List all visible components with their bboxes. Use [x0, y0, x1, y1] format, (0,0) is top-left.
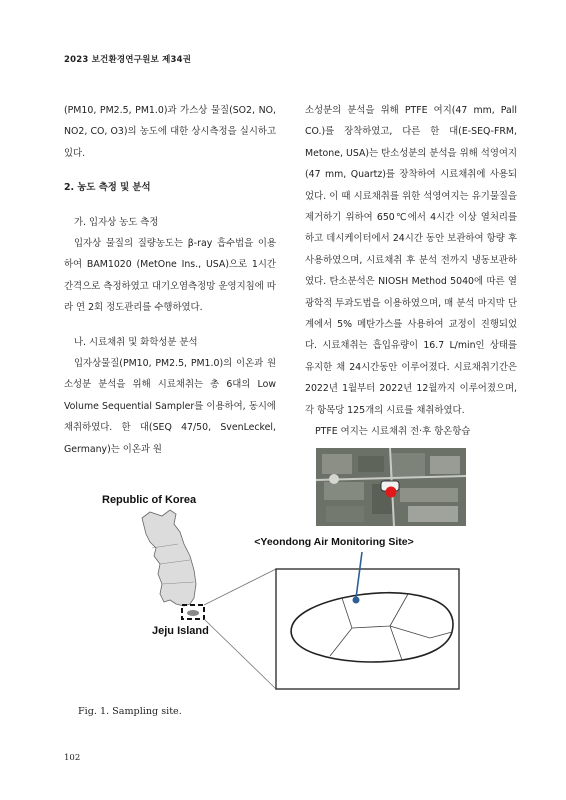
subsection-b-text: 입자상물질(PM10, PM2.5, PM1.0)의 이온과 원소성분 분석을 위해 시료채취는 총 6대의 Low Volume Sequential Sampler를 이용하여, 동시에 채취하였다. 한 대(SEQ 47/50, SvenLeckel, Germany)는 이온과 원 [64, 358, 276, 455]
subsection-a-title: 가. 입자상 농도 측정 [74, 216, 159, 228]
right-column [305, 100, 517, 443]
figure-caption: Fig. 1. Sampling site. [78, 706, 182, 717]
site-marker [386, 487, 397, 498]
jeju-label: Jeju Island [152, 625, 209, 637]
sampling-site-figure [90, 448, 490, 698]
paragraph-ptfe: PTFE 여지는 시료채취 전·후 항온항습 [315, 426, 471, 438]
korea-label: Republic of Korea [102, 494, 197, 506]
paragraph-sampling-continued: 소성분의 분석을 위해 PTFE 여지(47 mm, Pall CO.)를 장착하였고, 다른 한 대(E-SEQ-FRM, Metone, USA)는 탄소성분의 분석을 위해 석영여지(47 mm, Quartz)를 장착하여 시료채취에 사용되었다. 이 때 시료채취를 위한 석영여지는 유기물질을 제거하기 위하여 650℃에서 4시간 이상 열처리를 하고 데시케이터에서 24시간 동안 보관하여 항량 후 사용하였으며, 시료채취 후 분석 전까지 냉동보관하였다. 탄소분석은 NIOSH Method 5040에 따른 열광학적 투과도법을 이용하였으며, 매 분석 마지막 단계에서 5% 메탄가스를 사용하여 교정이 진행되었다. 시료채취는 흡입유량이 16.7 L/min인 상태를 유지한 채 24시간동안 이루어졌다. 시료채취기간은 2022년 1월부터 2022년 12월까지 이루어졌으며, 각 항목당 125개의 시료를 채취하였다. [305, 105, 517, 416]
subsection-b-title: 나. 시료채취 및 화학성분 분석 [74, 336, 198, 348]
section-title: 2. 농도 측정 및 분석 [64, 182, 151, 194]
page-number: 102 [64, 753, 81, 763]
site-label: <Yeondong Air Monitoring Site> [254, 536, 414, 548]
running-header: 2023 보건환경연구원보 제34권 [64, 55, 192, 65]
aerial-photo [316, 448, 466, 526]
subsection-a-text: 입자상 물질의 질량농도는 β-ray 흡수법을 이용하여 BAM1020 (MetOne Ins., USA)으로 1시간 간격으로 측정하였고 대기오염측정망 운영지침에 따라 연 2회 정도관리를 수행하였다. [64, 238, 276, 314]
korea-map [142, 510, 196, 606]
paragraph-intro-continued: (PM10, PM2.5, PM1.0)과 가스상 물질(SO2, NO, NO2, CO, O3)의 농도에 대한 상시측정을 실시하고 있다. [64, 105, 276, 159]
site-pin [353, 597, 360, 604]
left-column [64, 100, 276, 460]
